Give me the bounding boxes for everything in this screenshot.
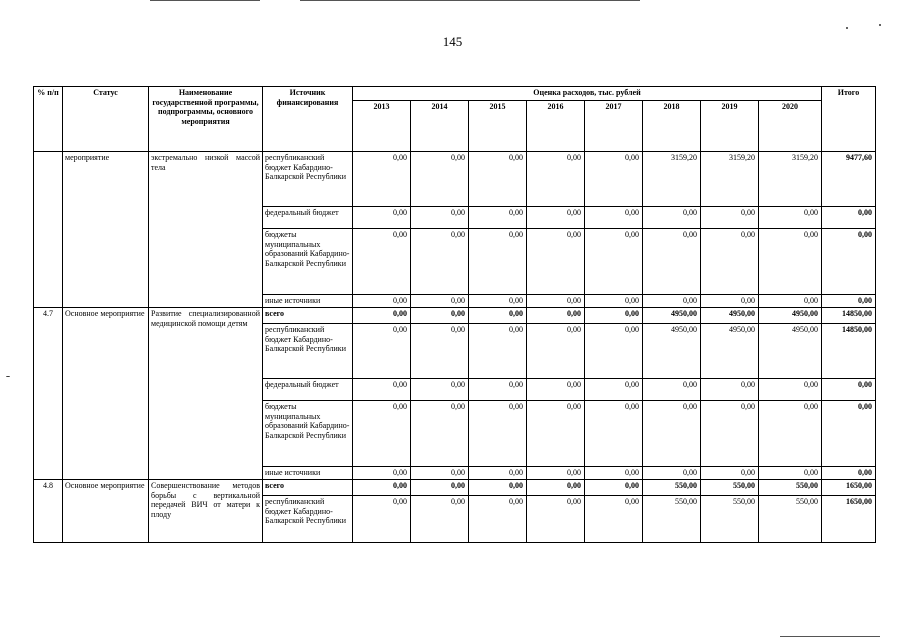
- row-year-value: 0,00: [527, 152, 585, 207]
- row-year-value: 0,00: [353, 308, 411, 324]
- row-year-value: 0,00: [469, 308, 527, 324]
- row-year-value: 550,00: [701, 496, 759, 543]
- row-year-value: 0,00: [585, 152, 643, 207]
- row-year-value: 0,00: [527, 308, 585, 324]
- row-year-value: 0,00: [527, 295, 585, 308]
- row-year-value: 0,00: [353, 295, 411, 308]
- row-year-value: 0,00: [353, 324, 411, 379]
- row-year-value: 4950,00: [643, 324, 701, 379]
- row-funding-source: всего: [263, 308, 353, 324]
- row-year-value: 0,00: [353, 467, 411, 480]
- header-total: Итого: [822, 87, 876, 152]
- row-number: 4.7: [34, 308, 63, 480]
- scan-dot: [846, 27, 848, 29]
- row-year-value: 0,00: [353, 152, 411, 207]
- row-year-value: 0,00: [585, 467, 643, 480]
- row-number: [34, 152, 63, 308]
- row-year-value: 3159,20: [759, 152, 822, 207]
- table-row: [34, 308, 876, 324]
- page-number: 145: [442, 34, 463, 49]
- scan-dot: [879, 24, 881, 26]
- row-total: 1650,00: [822, 496, 876, 543]
- row-year-value: 0,00: [701, 229, 759, 295]
- row-year-value: 0,00: [759, 295, 822, 308]
- row-year-value: 4950,00: [701, 308, 759, 324]
- row-year-value: 0,00: [643, 379, 701, 401]
- row-program-name: Развитие специализированной медицинской помощи детям: [149, 308, 263, 480]
- row-year-value: 0,00: [353, 480, 411, 496]
- row-total: 0,00: [822, 207, 876, 229]
- header-year: 2019: [701, 101, 759, 152]
- row-year-value: 0,00: [469, 324, 527, 379]
- row-funding-source: федеральный бюджет: [263, 379, 353, 401]
- row-total: 0,00: [822, 295, 876, 308]
- row-year-value: 0,00: [411, 480, 469, 496]
- row-year-value: 0,00: [469, 207, 527, 229]
- row-year-value: 0,00: [585, 480, 643, 496]
- header-year: 2018: [643, 101, 701, 152]
- scan-dot: [6, 376, 10, 377]
- row-status: Основное мероприятие: [63, 480, 149, 543]
- row-year-value: 0,00: [759, 207, 822, 229]
- row-year-value: 0,00: [411, 152, 469, 207]
- row-year-value: 0,00: [469, 480, 527, 496]
- scan-line-top-left: [150, 0, 260, 1]
- row-program-name: экстремально низкой массой тела: [149, 152, 263, 308]
- row-year-value: 0,00: [585, 401, 643, 467]
- row-year-value: 0,00: [527, 207, 585, 229]
- row-funding-source: республиканский бюджет Кабардино-Балкарской Республики: [263, 324, 353, 379]
- row-year-value: 0,00: [353, 229, 411, 295]
- budget-table: [33, 86, 876, 543]
- row-funding-source: иные источники: [263, 295, 353, 308]
- row-funding-source: федеральный бюджет: [263, 207, 353, 229]
- row-year-value: 0,00: [411, 496, 469, 543]
- row-year-value: 0,00: [759, 401, 822, 467]
- row-total: 0,00: [822, 229, 876, 295]
- row-year-value: 0,00: [353, 496, 411, 543]
- header-num: % п/п: [34, 87, 63, 152]
- row-year-value: 0,00: [643, 229, 701, 295]
- row-year-value: 550,00: [759, 480, 822, 496]
- row-funding-source: республиканский бюджет Кабардино-Балкарской Республики: [263, 496, 353, 543]
- table-row: [34, 152, 876, 207]
- row-year-value: 0,00: [585, 229, 643, 295]
- table-body: [34, 152, 876, 543]
- row-year-value: 0,00: [353, 379, 411, 401]
- row-total: 0,00: [822, 467, 876, 480]
- row-number: 4.8: [34, 480, 63, 543]
- header-status: Статус: [63, 87, 149, 152]
- row-year-value: 550,00: [759, 496, 822, 543]
- row-year-value: 0,00: [585, 207, 643, 229]
- row-total: 0,00: [822, 379, 876, 401]
- row-year-value: 4950,00: [759, 324, 822, 379]
- row-status: Основное мероприятие: [63, 308, 149, 480]
- header-name: Наименование государственной программы, подпрограммы, основного мероприятия: [149, 87, 263, 152]
- row-year-value: 0,00: [469, 467, 527, 480]
- row-year-value: 0,00: [353, 207, 411, 229]
- row-year-value: 0,00: [585, 308, 643, 324]
- scan-line-top-right: [300, 0, 640, 1]
- row-year-value: 0,00: [411, 379, 469, 401]
- row-year-value: 0,00: [411, 467, 469, 480]
- row-year-value: 0,00: [469, 295, 527, 308]
- row-year-value: 550,00: [643, 480, 701, 496]
- row-year-value: 0,00: [759, 229, 822, 295]
- row-year-value: 0,00: [527, 379, 585, 401]
- row-year-value: 0,00: [701, 207, 759, 229]
- row-year-value: 0,00: [469, 152, 527, 207]
- table-row: [34, 480, 876, 496]
- scan-line-bottom: [780, 636, 880, 637]
- row-year-value: 550,00: [701, 480, 759, 496]
- row-total: 0,00: [822, 401, 876, 467]
- row-year-value: 0,00: [585, 379, 643, 401]
- row-year-value: 0,00: [701, 379, 759, 401]
- row-year-value: 0,00: [527, 496, 585, 543]
- row-year-value: 4950,00: [701, 324, 759, 379]
- header-year: 2016: [527, 101, 585, 152]
- row-year-value: 0,00: [759, 379, 822, 401]
- row-year-value: 0,00: [585, 496, 643, 543]
- header-year: 2020: [759, 101, 822, 152]
- header-costs: Оценка расходов, тыс. рублей: [353, 87, 822, 101]
- row-year-value: 0,00: [643, 295, 701, 308]
- header-year: 2013: [353, 101, 411, 152]
- row-total: 14850,00: [822, 308, 876, 324]
- row-funding-source: иные источники: [263, 467, 353, 480]
- row-year-value: 0,00: [585, 295, 643, 308]
- row-year-value: 0,00: [469, 229, 527, 295]
- row-status: мероприятие: [63, 152, 149, 308]
- header-year: 2017: [585, 101, 643, 152]
- row-year-value: 0,00: [411, 324, 469, 379]
- row-funding-source: республиканский бюджет Кабардино-Балкарской Республики: [263, 152, 353, 207]
- row-year-value: 0,00: [527, 480, 585, 496]
- row-year-value: 0,00: [469, 496, 527, 543]
- header-source: Источник финансирования: [263, 87, 353, 152]
- row-year-value: 0,00: [411, 295, 469, 308]
- row-year-value: 0,00: [759, 467, 822, 480]
- row-year-value: 0,00: [643, 207, 701, 229]
- row-year-value: 0,00: [469, 401, 527, 467]
- row-funding-source: бюджеты муниципальных образований Кабардино-Балкарской Республики: [263, 401, 353, 467]
- row-funding-source: бюджеты муниципальных образований Кабардино-Балкарской Республики: [263, 229, 353, 295]
- row-year-value: 0,00: [411, 229, 469, 295]
- row-total: 9477,60: [822, 152, 876, 207]
- row-year-value: 0,00: [411, 308, 469, 324]
- row-total: 1650,00: [822, 480, 876, 496]
- row-year-value: 0,00: [585, 324, 643, 379]
- row-year-value: 0,00: [411, 401, 469, 467]
- row-year-value: 0,00: [701, 467, 759, 480]
- row-year-value: 0,00: [353, 401, 411, 467]
- row-year-value: 0,00: [527, 229, 585, 295]
- row-year-value: 3159,20: [701, 152, 759, 207]
- row-funding-source: всего: [263, 480, 353, 496]
- row-year-value: 0,00: [469, 379, 527, 401]
- header-year: 2014: [411, 101, 469, 152]
- row-year-value: 4950,00: [643, 308, 701, 324]
- header-year: 2015: [469, 101, 527, 152]
- row-year-value: 4950,00: [759, 308, 822, 324]
- row-year-value: 0,00: [527, 467, 585, 480]
- row-year-value: 0,00: [643, 467, 701, 480]
- row-year-value: 0,00: [643, 401, 701, 467]
- row-program-name: Совершенствование методов борьбы с вертикальной передачей ВИЧ от матери к плоду: [149, 480, 263, 543]
- row-year-value: 0,00: [527, 401, 585, 467]
- row-year-value: 3159,20: [643, 152, 701, 207]
- row-total: 14850,00: [822, 324, 876, 379]
- row-year-value: 0,00: [411, 207, 469, 229]
- row-year-value: 0,00: [527, 324, 585, 379]
- row-year-value: 0,00: [701, 401, 759, 467]
- row-year-value: 550,00: [643, 496, 701, 543]
- row-year-value: 0,00: [701, 295, 759, 308]
